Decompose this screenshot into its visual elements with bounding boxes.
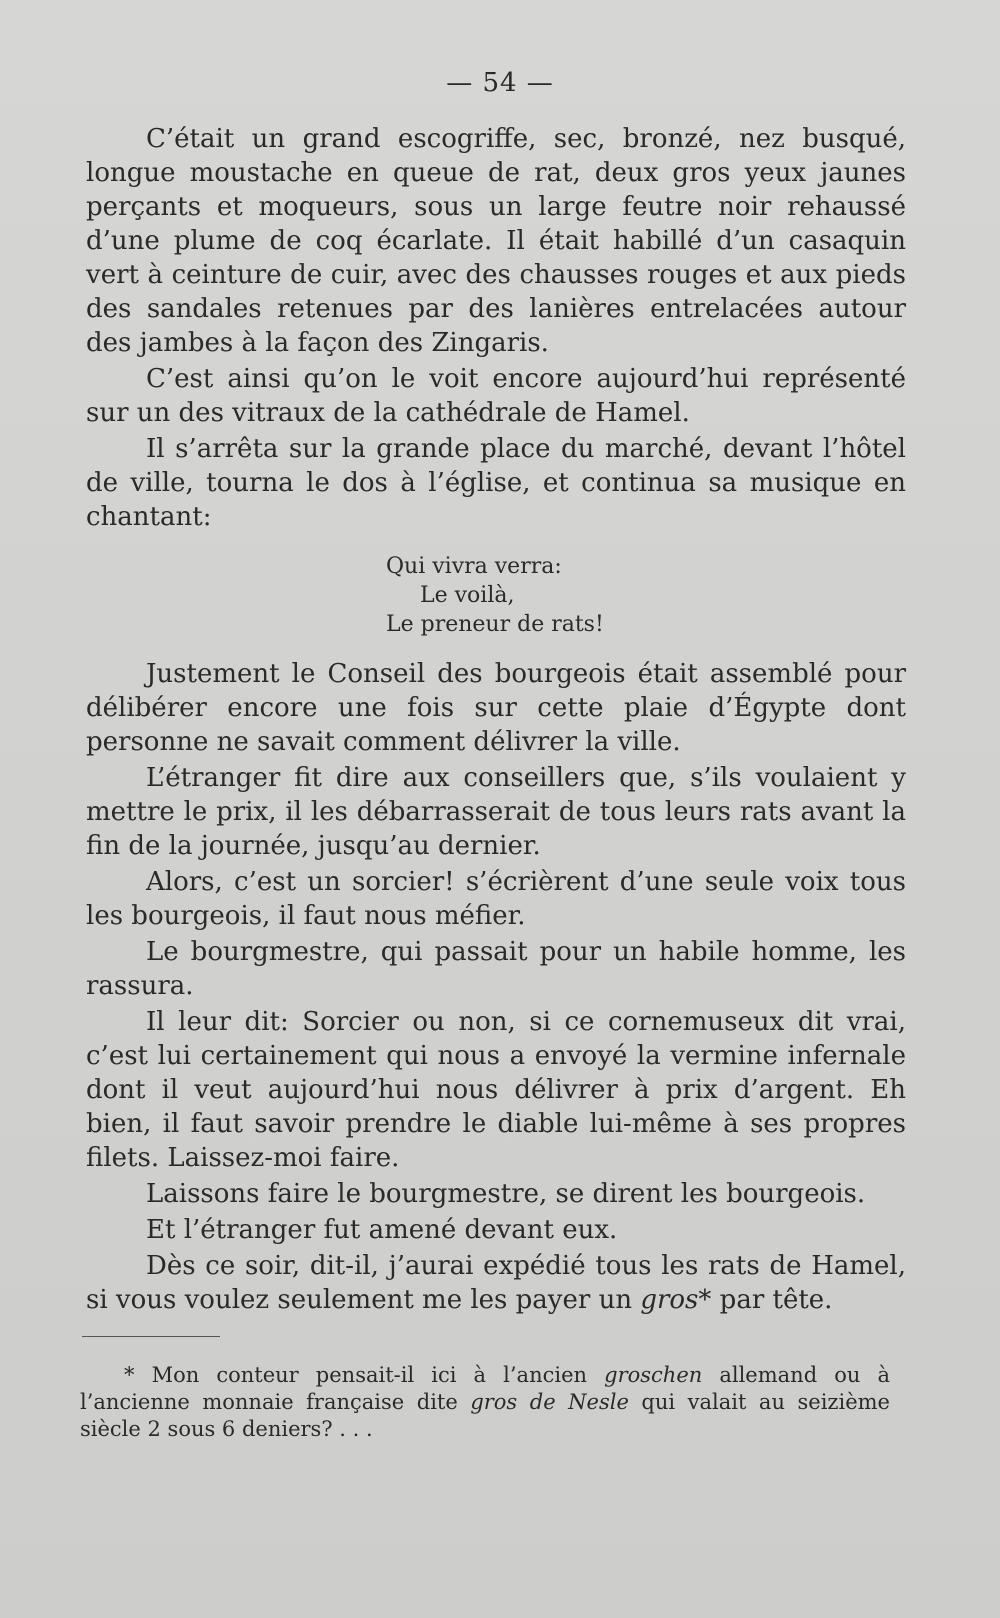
paragraph: Et l’étranger fut amené devant eux. [146, 1215, 618, 1245]
paragraph: Alors, c’est un sorcier! s’écrièrent d’une seule voix tous les bourgeois, il faut nous méfier. [86, 867, 906, 931]
verse-line: Le preneur de rats! [386, 612, 604, 637]
page-number: — 54 — [446, 68, 554, 98]
paragraph: Laissons faire le bourgmestre, se dirent les bourgeois. [146, 1179, 866, 1209]
paragraph: Il s’arrêta sur la grande place du marché, devant l’hôtel de ville, tourna le dos à l’église, et continua sa musique en chantant: [86, 434, 906, 532]
text-run: allemand ou à l’ancienne monnaie française dite [80, 1363, 891, 1414]
footnote [80, 1362, 890, 1443]
verse-line: Qui vivra verra: [386, 554, 562, 579]
main-text [86, 122, 906, 1317]
song-verse [386, 552, 906, 639]
text-run: Dès ce soir, dit-il, j’aurai expédié tous les rats de Hamel, si vous voulez seulement me les payer un [86, 1251, 906, 1315]
text-run: qui valait au seizième siècle 2 sous 6 deniers? . . . [80, 1390, 890, 1441]
paragraph-with-footnote-ref [86, 1249, 906, 1317]
paragraph: Le bourgmestre, qui passait pour un habile homme, les rassura. [86, 937, 906, 1001]
text-run: * Mon conteur pensait-il ici à l’ancien [124, 1363, 605, 1387]
italic-term: gros* [640, 1285, 712, 1315]
paragraph: Justement le Conseil des bourgeois était assemblé pour délibérer encore une fois sur cette plaie d’Égypte dont personne ne savait comment délivrer la ville. [86, 659, 906, 757]
verse-line: Le voilà, [420, 583, 515, 608]
text-run: par tête. [711, 1285, 833, 1315]
paragraph: L’étranger fit dire aux conseillers que, s’ils voulaient y mettre le prix, il les débarrasserait de tous leurs rats avant la fin de la journée, jusqu’au dernier. [86, 763, 906, 861]
italic-term: groschen [604, 1363, 703, 1387]
paragraph: C’était un grand escogriffe, sec, bronzé, nez busqué, longue moustache en queue de rat, deux gros yeux jaunes perçants et moqueurs, sous un large feutre noir rehaussé d’une plume de coq écarlate. Il était habillé d’un casaquin vert à ceinture de cuir, avec des chausses rouges et aux pieds des sandales retenues par des lanières entrelacées autour des jambes à la façon des Zingaris. [86, 124, 906, 358]
footnote-separator [82, 1336, 220, 1337]
paragraph: Il leur dit: Sorcier ou non, si ce cornemuseux dit vrai, c’est lui certainement qui nous a envoyé la vermine infernale dont il veut aujourd’hui nous délivrer à prix d’argent. Eh bien, il faut savoir prendre le diable lui-même à ses propres filets. Laissez-moi faire. [86, 1007, 906, 1173]
italic-term: gros de Nesle [470, 1390, 629, 1414]
paragraph: C’est ainsi qu’on le voit encore aujourd’hui représenté sur un des vitraux de la cathédrale de Hamel. [86, 364, 906, 428]
